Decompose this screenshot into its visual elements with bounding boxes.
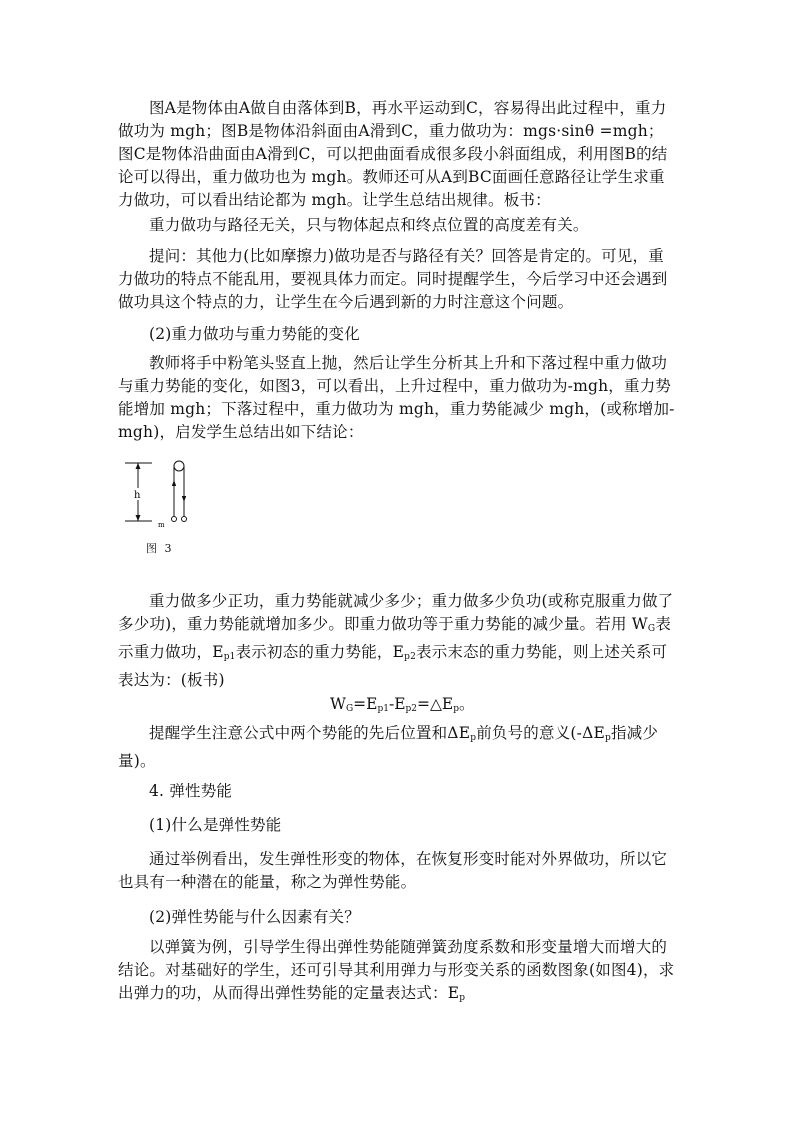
paragraph-reminder-formula [118, 722, 678, 773]
section-heading-elastic-potential: 4. 弹性势能 [149, 782, 233, 800]
height-label: h [134, 490, 141, 501]
subscript: p1 [223, 652, 236, 662]
subscript: G [647, 624, 656, 634]
text-run: 前负号的意义(-ΔE [476, 724, 605, 742]
subscript: p2 [404, 652, 417, 662]
text-run: 表示末态的重力势能，则上述关系可表达为：(板书) [118, 643, 668, 689]
paragraph-conclusion-path-independent: 重力做功与路径无关，只与物体起点和终点位置的高度差有关。 [149, 216, 589, 234]
section-heading-gravity-work-potential: (2)重力做功与重力势能的变化 [149, 325, 360, 343]
formula-work-potential [330, 692, 530, 714]
bottom-ball-left [172, 517, 177, 522]
formula-part: W [330, 695, 346, 713]
height-arrow-head-down [136, 515, 141, 521]
formula-part: -E [388, 695, 406, 713]
text-run: 指减少量)。 [118, 724, 659, 770]
subscript: p [453, 704, 460, 714]
bottom-ball-right [182, 517, 187, 522]
formula-part: =E [353, 695, 378, 713]
figure-3-caption: 图 3 [146, 542, 174, 555]
text-run: 提醒学生注意公式中两个势能的先后位置和ΔE [149, 724, 471, 742]
paragraph-gravity-work-conclusion [118, 590, 678, 692]
paragraph-gravity-work-examples: 图A是物体由A做自由落体到B，再水平运动到C，容易得出此过程中，重力做功为 mgh；图B是物体沿斜面由A滑到C，重力做功为：mgs·sinθ =mgh；图C是物体沿曲面由A滑到C，可以把曲面看成很多段小斜面组成，利用图B的结论可以得出，重力做功也为 mgh。教师还可从A到BC面画任意路径让学生求重力做功，可以看出结论都为 mgh。让学生总结出规律。板书： [118, 99, 668, 209]
subscript: G [345, 704, 354, 714]
subscript: p [470, 733, 477, 743]
up-arrow-head [172, 480, 176, 486]
formula-part: 。 [459, 695, 475, 713]
paragraph-chalk-throw: 教师将手中粉笔头竖直上抛，然后让学生分析其上升和下落过程中重力做功与重力势能的变化，如图3，可以看出，上升过程中，重力做功为-mgh，重力势能增加 mgh；下落过程中，重力做功为 mgh，重力势能减少 mgh，(或称增加-mgh)，启发学生总结出如下结论： [118, 354, 675, 441]
subscript: p1 [377, 704, 389, 714]
subscript: p [604, 733, 611, 743]
down-arrow-head [182, 496, 186, 502]
text-run: 以弹簧为例，引导学生得出弹性势能随弹簧劲度系数和形变量增大而增大的结论。对基础好的学生，还可引导其利用弹力与形变关系的函数图象(如图4)，求出弹力的功，从而得出弹性势能的定量表达式：E [118, 938, 675, 1002]
subheading-what-is-elastic-potential: (1)什么是弹性势能 [149, 816, 282, 834]
subheading-elastic-factors: (2)弹性势能与什么因素有关？ [149, 908, 360, 926]
paragraph-spring-example [118, 936, 678, 1010]
mass-label: m [158, 521, 165, 529]
height-arrow-head-up [136, 463, 141, 469]
text-run: 表示重力做功，E [118, 615, 672, 661]
subscript: p2 [405, 704, 418, 714]
figure-3-diagram [120, 458, 200, 538]
top-ball [174, 461, 184, 471]
text-run: 表示初态的重力势能，E [235, 643, 405, 661]
formula-part: =△E [417, 695, 454, 713]
subscript: p [459, 993, 466, 1003]
paragraph-question-friction: 提问：其他力(比如摩擦力)做功是否与路径有关？回答是肯定的。可见，重力做功的特点不能乱用，要视具体力而定。同时提醒学生，今后学习中还会遇到做功具这个特点的力，让学生在今后遇到新的力时注意这个问题。 [118, 247, 668, 311]
paragraph-elastic-definition: 通过举例看出，发生弹性形变的物体，在恢复形变时能对外界做功，所以它也具有一种潜在的能量，称之为弹性势能。 [118, 850, 668, 891]
text-run: 重力做多少正功，重力势能就减少多少；重力做多少负功(或称克服重力做了多少功)，重力势能就增加多少。即重力做功等于重力势能的减少量。若用 W [118, 592, 674, 633]
